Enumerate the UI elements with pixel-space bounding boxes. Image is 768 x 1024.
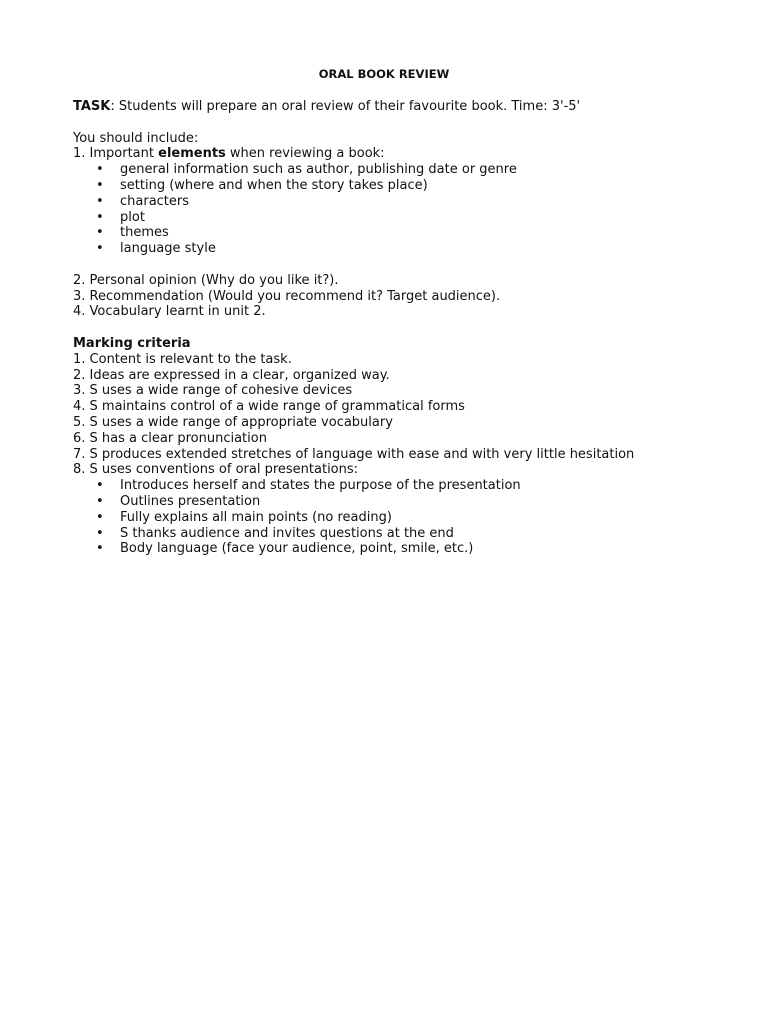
include-item-1-prefix: 1. Important bbox=[73, 146, 159, 162]
criteria-item: 7. S produces extended stretches of language with ease and with very little hesitation bbox=[73, 446, 635, 462]
bullet-icon: • bbox=[96, 478, 104, 494]
include-item-1-suffix: when reviewing a book: bbox=[225, 146, 385, 162]
bullet-icon: • bbox=[96, 525, 104, 541]
bullet-icon: • bbox=[96, 225, 104, 241]
list-item bbox=[73, 194, 733, 210]
task-label: TASK bbox=[73, 99, 111, 114]
list-item-text: general information such as author, publishing date or genre bbox=[120, 162, 517, 178]
include-item-1 bbox=[73, 146, 733, 162]
list-item bbox=[73, 225, 733, 241]
list-item-text: language style bbox=[120, 241, 216, 257]
list-item-text: characters bbox=[120, 193, 190, 209]
criteria-item: 8. S uses conventions of oral presentations: bbox=[73, 462, 359, 478]
list-item bbox=[73, 162, 733, 178]
conventions-list bbox=[73, 478, 733, 557]
task-text: : Students will prepare an oral review of their favourite book. Time: 3'-5' bbox=[110, 99, 581, 114]
document-body bbox=[73, 99, 733, 557]
task-line bbox=[73, 99, 733, 115]
spacer bbox=[73, 320, 733, 336]
list-item bbox=[73, 541, 733, 557]
include-item-1-bold: elements bbox=[158, 146, 226, 162]
bullet-icon: • bbox=[96, 162, 104, 178]
list-item bbox=[73, 178, 733, 194]
bullet-icon: • bbox=[96, 209, 104, 225]
include-item-4: 4. Vocabulary learnt in unit 2. bbox=[73, 304, 266, 320]
list-item-text: S thanks audience and invites questions at the end bbox=[120, 525, 454, 541]
list-item bbox=[73, 526, 733, 542]
criteria-item: 6. S has a clear pronunciation bbox=[73, 430, 267, 446]
bullet-icon: • bbox=[96, 541, 104, 557]
list-item bbox=[73, 510, 733, 526]
include-heading: You should include: bbox=[73, 130, 199, 146]
list-item bbox=[73, 241, 733, 257]
list-item bbox=[73, 494, 733, 510]
criteria-item: 3. S uses a wide range of cohesive devices bbox=[73, 383, 353, 399]
list-item-text: Introduces herself and states the purpose of the presentation bbox=[120, 478, 521, 494]
criteria-item: 1. Content is relevant to the task. bbox=[73, 351, 292, 367]
list-item-text: Fully explains all main points (no reading) bbox=[120, 509, 392, 525]
criteria-item: 5. S uses a wide range of appropriate vocabulary bbox=[73, 414, 393, 430]
include-item-2: 2. Personal opinion (Why do you like it?). bbox=[73, 272, 339, 288]
include-item-3: 3. Recommendation (Would you recommend it? Target audience). bbox=[73, 288, 501, 304]
bullet-icon: • bbox=[96, 493, 104, 509]
elements-list bbox=[73, 162, 733, 257]
list-item bbox=[73, 210, 733, 226]
bullet-icon: • bbox=[96, 193, 104, 209]
spacer bbox=[73, 257, 733, 273]
list-item bbox=[73, 478, 733, 494]
spacer bbox=[73, 115, 733, 131]
list-item-text: Body language (face your audience, point, smile, etc.) bbox=[120, 541, 474, 557]
list-item-text: themes bbox=[120, 225, 169, 241]
criteria-heading: Marking criteria bbox=[73, 335, 191, 351]
document-title: ORAL BOOK REVIEW bbox=[318, 67, 450, 81]
list-item-text: plot bbox=[120, 209, 145, 225]
criteria-item: 4. S maintains control of a wide range of grammatical forms bbox=[73, 399, 465, 415]
list-item-text: setting (where and when the story takes place) bbox=[120, 177, 428, 193]
bullet-icon: • bbox=[96, 241, 104, 257]
bullet-icon: • bbox=[96, 177, 104, 193]
criteria-item: 2. Ideas are expressed in a clear, organized way. bbox=[73, 367, 390, 383]
bullet-icon: • bbox=[96, 509, 104, 525]
list-item-text: Outlines presentation bbox=[120, 493, 261, 509]
